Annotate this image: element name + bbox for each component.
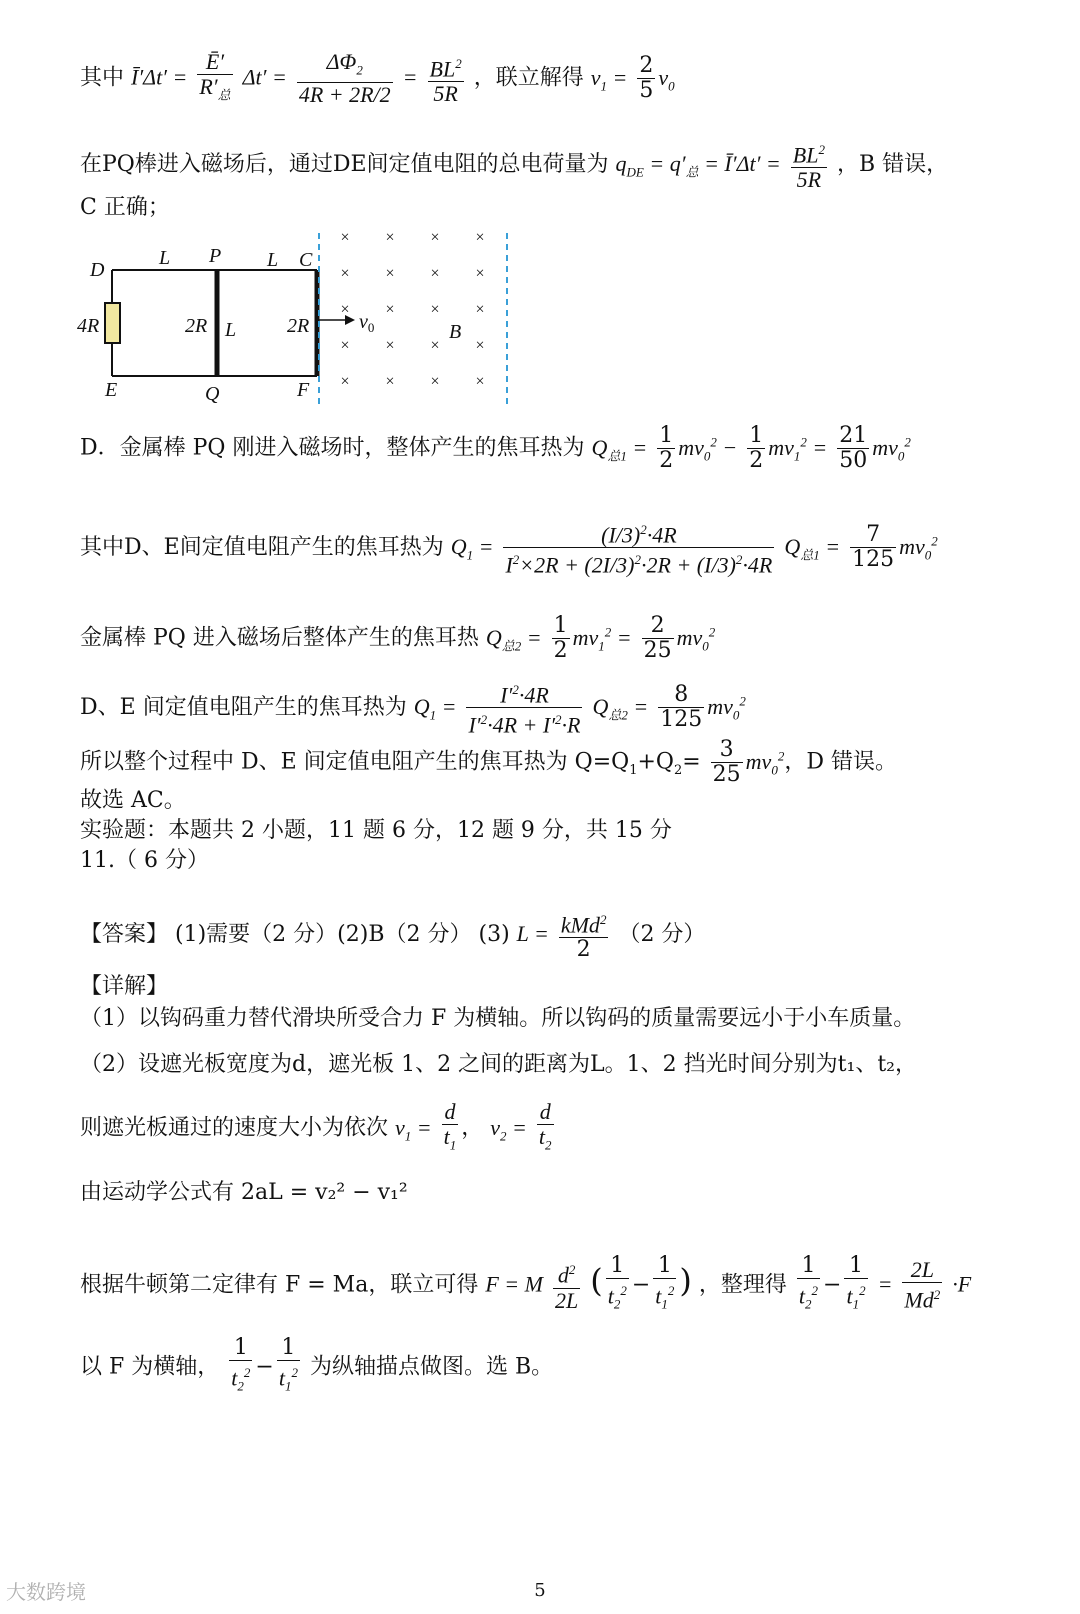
equation-line-8: 所以整个过程中 D、E 间定值电阻产生的焦耳热为 $Q=Q_1+Q_2=$ $\frac{3}{25}$ $mv_0^2$，D 错误。 — [80, 737, 897, 787]
section-heading: 实验题：本题共 2 小题，11 题 6 分，12 题 9 分，共 15 分 — [80, 818, 672, 843]
detail-5: 根据牛顿第二定律有 F = Ma，联立可得 F = M $\frac{d^2}{2L}$ ( $\frac{1}{t_2^2}$ − $\frac{1}{t_1^2}$ ) ，整理得 $\frac{1}{t_2^2}$ − $\frac{1}{t_1^2}$ = $\frac{2L}{Md^2}$ ·F — [80, 1253, 972, 1313]
text-result: ，联立解得 — [473, 65, 584, 91]
label-D: D — [90, 259, 105, 281]
label-L-mid: L — [225, 319, 237, 341]
field-mark: × — [385, 301, 395, 318]
equation-line-6: 金属棒 PQ 进入磁场后整体产生的焦耳热 $Q_{总2}$ = $\frac{1}{2}$ $mv_1^2$ = $\frac{2}{25}$ $mv_0^2$ — [80, 613, 716, 663]
field-mark: × — [475, 337, 485, 354]
field-mark: × — [385, 229, 395, 246]
text-prefix: 其中 — [80, 65, 125, 91]
equation-line-1: 其中 Ī′Δt′ = Ē′ $R'_总$ Δt′ = $\frac{\Delta\Phi_2}{4R + 2R/2}$ = $\frac{BL^2}{5R}$ ，联立解得 $v_1$ = $\frac{2}{5}$ $v_0$ — [80, 49, 675, 108]
field-mark: × — [430, 265, 440, 282]
label-4R: 4R — [77, 315, 100, 337]
field-mark: × — [385, 373, 395, 390]
field-mark: × — [385, 265, 395, 282]
label-v0: $v_0$ — [359, 311, 375, 335]
field-mark: × — [340, 265, 350, 282]
text-answer-choice: 故选 AC。 — [80, 788, 186, 813]
detail-label: 【详解】 — [80, 974, 169, 999]
label-C: C — [299, 249, 313, 271]
label-L-top-left: L — [159, 247, 171, 269]
watermark: 大数跨境 — [6, 1580, 86, 1604]
question-number: 11.（ 6 分） — [80, 848, 209, 873]
detail-3-text: 则遮光板通过的速度大小为依次 — [80, 1115, 389, 1141]
text-tail: ，B 错误， — [836, 152, 949, 178]
detail-6: 以 F 为横轴， $\frac{1}{t_2^2}$ − $\frac{1}{t_1^2}$ 为纵轴描点做图。选 B。 — [80, 1335, 554, 1394]
label-F: F — [297, 379, 310, 401]
text-line-3: C 正确； — [80, 195, 170, 220]
field-mark: × — [385, 337, 395, 354]
detail-4: 由运动学公式有 2aL = v₂² − v₁² — [80, 1180, 408, 1205]
label-P: P — [209, 245, 222, 267]
label-B: B — [449, 321, 462, 343]
text-q1b: D、E 间定值电阻产生的焦耳热为 — [80, 694, 407, 720]
circuit-diagram — [75, 228, 525, 408]
equation-line-5: 其中D、E间定值电阻产生的焦耳热为 $Q_1$ = $\frac{(I/3)^2\cdot 4R}{I^2\times 2R + (2I/3)^2\cdot 2R + (I/3)^2\cdot 4R}$ $Q_{总1}$ = $\frac{7}{125}$ $mv_0^2$ — [80, 518, 938, 578]
text-d: D．金属棒 PQ 刚进入磁场时，整体产生的焦耳热为 — [80, 435, 585, 461]
field-mark: × — [475, 229, 485, 246]
page-number: 5 — [534, 1580, 546, 1601]
field-mark: × — [430, 301, 440, 318]
text-total-b: +Q — [637, 749, 674, 775]
field-mark: × — [430, 337, 440, 354]
label-L-top-right: L — [267, 249, 279, 271]
field-mark: × — [475, 265, 485, 282]
field-mark: × — [475, 301, 485, 318]
detail-5-a: 根据牛顿第二定律有 F = Ma，联立可得 — [80, 1272, 479, 1298]
detail-2: （2）设遮光板宽度为d，遮光板 1、2 之间的距离为L。1、2 挡光时间分别为t₁、t₂， — [80, 1052, 917, 1077]
text-q1: 其中D、E间定值电阻产生的焦耳热为 — [80, 534, 444, 560]
label-E: E — [105, 379, 118, 401]
equation-line-4: D．金属棒 PQ 刚进入磁场时，整体产生的焦耳热为 $Q_{总1}$ = $\frac{1}{2}$ $mv_0^2$ − $\frac{1}{2}$ $mv_1^2$ = $\frac{21}{50}$ $mv_0^2$ — [80, 423, 911, 473]
text-total-d: ，D 错误。 — [784, 749, 897, 775]
field-mark: × — [340, 373, 350, 390]
field-mark: × — [430, 373, 440, 390]
detail-1: （1）以钩码重力替代滑块所受合力 F 为横轴。所以钩码的质量需要远小于小车质量。 — [80, 1006, 916, 1031]
field-mark: × — [430, 229, 440, 246]
equation-line-2: 在PQ棒进入磁场后，通过DE间定值电阻的总电荷量为 $q_{DE} = q'_总$ = Ī′Δt′ = $\frac{BL^2}{5R}$ ，B 错误， — [80, 138, 948, 192]
detail-6-a: 以 F 为横轴， — [80, 1354, 220, 1380]
label-Q: Q — [205, 383, 220, 405]
detail-6-b: 为纵轴描点做图。选 B。 — [309, 1354, 554, 1380]
answer-body: (1)需要（2 分）(2)B（2 分） (3) — [175, 922, 510, 948]
detail-5-b: ，整理得 — [698, 1272, 787, 1298]
text-total-c: = — [682, 749, 701, 775]
equation-line-7: D、E 间定值电阻产生的焦耳热为 $Q_1$ = $\frac{I'^2\cdot 4R}{I'^2\cdot 4R + I'^2\cdot R}$ $Q_{总2}$ = $\frac{8}{125}$ $mv_0^2$ — [80, 678, 746, 738]
field-mark: × — [340, 337, 350, 354]
detail-3: 则遮光板通过的速度大小为依次 $v_1$ = $\frac{d}{t_1}$ ， $v_2$ = $\frac{d}{t_2}$ — [80, 1099, 552, 1153]
answer-line: 【答案】 (1)需要（2 分）(2)B（2 分） (3) L = kMd$^2$ 2 （2 分） — [80, 908, 705, 962]
label-2R-left: 2R — [185, 315, 208, 337]
field-mark: × — [475, 373, 485, 390]
text-q2: 金属棒 PQ 进入磁场后整体产生的焦耳热 — [80, 625, 479, 651]
text-charge: 在PQ棒进入磁场后，通过DE间定值电阻的总电荷量为 — [80, 152, 609, 178]
field-mark: × — [340, 229, 350, 246]
label-2R-right: 2R — [287, 315, 310, 337]
answer-label: 【答案】 — [80, 922, 169, 948]
text-total-a: 所以整个过程中 D、E 间定值电阻产生的焦耳热为 Q=Q — [80, 749, 630, 775]
answer-tail: （2 分） — [618, 922, 706, 948]
field-mark: × — [340, 301, 350, 318]
